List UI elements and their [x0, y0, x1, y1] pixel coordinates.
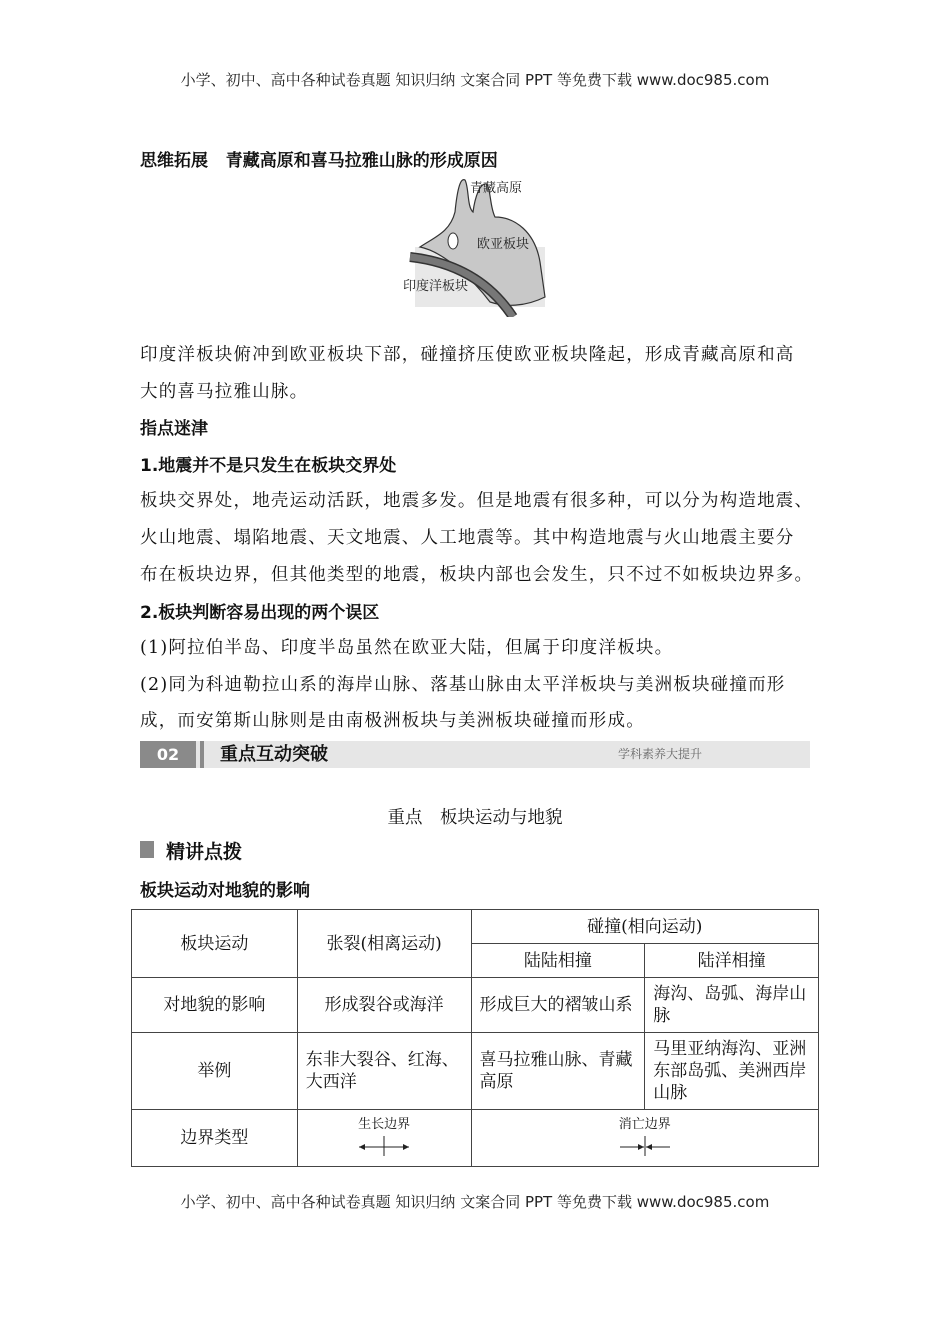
convergent-boundary-icon: [615, 1136, 675, 1156]
banner-divider: [200, 741, 204, 768]
page-footer: 小学、初中、高中各种试卷真题 知识归纳 文案合同 PPT 等免费下载 www.doc985.com: [180, 1193, 770, 1211]
extension-label: 思维拓展: [140, 151, 208, 171]
header-continent-continent: 陆陆相撞: [471, 944, 645, 978]
divergent-boundary-cell: [297, 1110, 471, 1167]
page-header: 小学、初中、高中各种试卷真题 知识归纳 文案合同 PPT 等免费下载 www.doc985.com: [180, 71, 770, 89]
tips-title: 指点迷津: [140, 419, 208, 439]
label-plateau: 青藏高原: [470, 181, 523, 196]
header-motion: 板块运动: [132, 910, 298, 978]
section-banner: [140, 741, 810, 768]
extension-text-1: 印度洋板块俯冲到欧亚板块下部，碰撞挤压使欧亚板块隆起，形成青藏高原和高: [140, 345, 795, 365]
plate-collision-figure: [395, 172, 560, 317]
key-subtitle: 精讲点拨: [166, 841, 243, 863]
cell: 马里亚纳海沟、亚洲东部岛弧、美洲西岸山脉: [645, 1033, 819, 1110]
plate-motion-table: [131, 909, 819, 1167]
tips-text: 火山地震、塌陷地震、天文地震、人工地震等。其中构造地震与火山地震主要分: [140, 528, 795, 548]
divergent-label: 生长边界: [358, 1117, 411, 1132]
cell: 海沟、岛弧、海岸山脉: [645, 978, 819, 1033]
cell: 形成裂谷或海洋: [297, 978, 471, 1033]
extension-heading: [140, 146, 498, 171]
row-label: 边界类型: [132, 1110, 298, 1167]
row-label: 举例: [132, 1033, 298, 1110]
extension-text-2: 大的喜马拉雅山脉。: [140, 382, 309, 402]
key-title: 重点 板块运动与地貌: [387, 808, 563, 828]
tips-text: 成，而安第斯山脉则是由南极洲板块与美洲板块碰撞而形成。: [140, 711, 645, 731]
tips-text: 布在板块边界，但其他类型的地震，板块内部也会发生，只不过不如板块边界多。: [140, 565, 814, 585]
tips-heading-1: 1.地震并不是只发生在板块交界处: [140, 456, 397, 476]
header-rift: 张裂(相离运动): [297, 910, 471, 978]
row-label: 对地貌的影响: [132, 978, 298, 1033]
cell: 形成巨大的褶皱山系: [471, 978, 645, 1033]
tips-text: (2)同为科迪勒拉山系的海岸山脉、落基山脉由太平洋板块与美洲板块碰撞而形: [140, 675, 786, 695]
table-row: [132, 1110, 819, 1167]
divergent-boundary-icon: [354, 1136, 414, 1156]
section-number: 02: [140, 741, 196, 768]
table-row: [132, 978, 819, 1033]
tips-text: (1)阿拉伯半岛、印度半岛虽然在欧亚大陆，但属于印度洋板块。: [140, 638, 674, 658]
section-title: 重点互动突破: [220, 744, 328, 765]
label-indian: 印度洋板块: [403, 279, 469, 294]
table-row: [132, 1033, 819, 1110]
header-collide: 碰撞(相向运动): [471, 910, 819, 944]
section-subtitle: 学科素养大提升: [618, 747, 703, 761]
cell: 喜马拉雅山脉、青藏高原: [471, 1033, 645, 1110]
tips-text: 板块交界处，地壳运动活跃，地震多发。但是地震有很多种，可以分为构造地震、: [140, 491, 814, 511]
convergent-boundary-cell: [471, 1110, 819, 1167]
section-marker-icon: [140, 841, 154, 858]
table-title: 板块运动对地貌的影响: [140, 881, 310, 901]
header-continent-ocean: 陆洋相撞: [645, 944, 819, 978]
tips-heading-2: 2.板块判断容易出现的两个误区: [140, 603, 380, 623]
label-eurasia: 欧亚板块: [477, 237, 530, 252]
extension-title: 青藏高原和喜马拉雅山脉的形成原因: [225, 151, 498, 171]
convergent-label: 消亡边界: [618, 1117, 671, 1132]
cell: 东非大裂谷、红海、大西洋: [297, 1033, 471, 1110]
